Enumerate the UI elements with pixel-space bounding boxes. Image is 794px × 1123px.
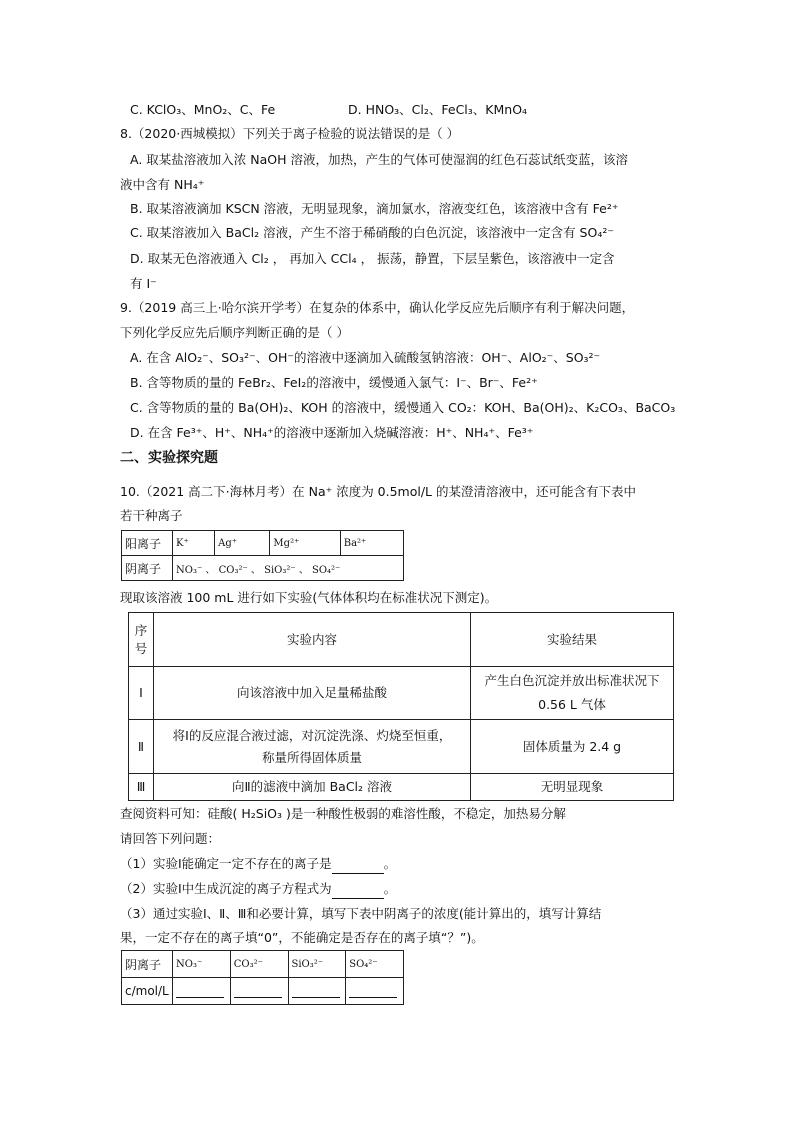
q10-intro: 现取该溶液 100 mL 进行如下实验(气体体积均在标准状况下测定)。 (120, 590, 498, 605)
conc-ion: SO₄²⁻ (346, 951, 404, 978)
q10-sub1 (120, 855, 396, 874)
anion-list: NO₃⁻ 、 CO₃²⁻ 、 SiO₃²⁻ 、 SO₄²⁻ (173, 556, 404, 581)
conc-label: 阴离子 (122, 951, 173, 978)
q10-stem-line2: 若干种离子 (120, 508, 183, 523)
q9-option-c: C. 含等物质的量的 Ba(OH)₂、KOH 的溶液中，缓慢通入 CO₂：KOH、Ba(OH)₂、K₂CO₃、BaCO₃ (130, 400, 676, 415)
answer-blank[interactable] (332, 855, 384, 874)
q8-option-a-line1: A. 取某盐溶液加入浓 NaOH 溶液，加热，产生的气体可使湿润的红色石蕊试纸变蓝，该溶 (130, 152, 628, 167)
cation-cell: K⁺ (173, 531, 215, 556)
conc-value-row (122, 978, 404, 1005)
q10-info: 查阅资料可知：硅酸( H₂SiO₃ )是一种酸性极弱的难溶性酸，不稳定，加热易分解 (120, 806, 566, 821)
conc-ion: SiO₃²⁻ (288, 951, 346, 978)
anion-label: 阴离子 (122, 556, 173, 581)
exp-no: Ⅱ (129, 720, 154, 774)
concentration-table (121, 950, 404, 1005)
cation-cell: Ag⁺ (215, 531, 270, 556)
exp-content: 将Ⅰ的反应混合液过滤，对沉淀洗涤、灼烧至恒重， 称量所得固体质量 (154, 720, 471, 774)
cation-cell: Ba²⁺ (340, 531, 403, 556)
q8-option-b: B. 取某溶液滴加 KSCN 溶液，无明显现象，滴加氯水，溶液变红色，该溶液中含有 Fe²⁺ (130, 201, 619, 216)
conc-answer-cell[interactable] (346, 978, 404, 1005)
sub2-text: （2）实验Ⅰ中生成沉淀的离子方程式为 (120, 881, 332, 896)
sub1-text: （1）实验Ⅰ能确定一定不存在的离子是 (120, 856, 332, 871)
option-c-line: C. KClO₃、MnO₂、C、Fe (130, 102, 276, 117)
sub1-end: 。 (383, 856, 397, 871)
q9-option-a: A. 在含 AlO₂⁻、SO₃²⁻、OH⁻的溶液中逐滴加入硫酸氢钠溶液：OH⁻、AlO₂⁻、SO₃²⁻ (130, 350, 601, 365)
conc-answer-cell[interactable] (288, 978, 346, 1005)
cation-row (122, 531, 404, 556)
conc-ion: NO₃⁻ (173, 951, 231, 978)
anion-row (122, 556, 404, 581)
conc-header-row (122, 951, 404, 978)
exp-row (129, 720, 674, 774)
cation-label: 阳离子 (122, 531, 173, 556)
cation-cell: Mg²⁺ (270, 531, 340, 556)
q10-sub2 (120, 880, 396, 899)
q10-sub3-line2: 果，一定不存在的离子填“0”，不能确定是否存在的离子填“？”)。 (120, 930, 484, 945)
conc-row-label: c/mol/L (122, 978, 173, 1005)
q8-option-d-line2: 有 I⁻ (130, 276, 157, 291)
q10-sub3-line1: （3）通过实验Ⅰ、Ⅱ、Ⅲ和必要计算，填写下表中阴离子的浓度(能计算出的，填写计算结 (120, 906, 602, 921)
experiment-table (128, 612, 674, 801)
sub2-end: 。 (383, 881, 397, 896)
exp-result: 产生白色沉淀并放出标准状况下 0.56 L 气体 (471, 667, 674, 720)
exp-header-result: 实验结果 (471, 613, 674, 667)
conc-answer-cell[interactable] (230, 978, 288, 1005)
q10-prompt: 请回答下列问题： (120, 831, 221, 846)
q10-stem-line1: 10.（2021 高二下·海林月考）在 Na⁺ 浓度为 0.5mol/L 的某澄清溶液中，还可能含有下表中 (120, 484, 636, 499)
section-heading: 二、实验探究题 (120, 450, 218, 466)
exp-content: 向该溶液中加入足量稀盐酸 (154, 667, 471, 720)
q8-option-a-line2: 液中含有 NH₄⁺ (120, 177, 205, 192)
exp-result: 固体质量为 2.4 g (471, 720, 674, 774)
exp-header-content: 实验内容 (154, 613, 471, 667)
exp-row (129, 774, 674, 801)
exp-content: 向Ⅱ的滤液中滴加 BaCl₂ 溶液 (154, 774, 471, 801)
q9-stem-line1: 9.（2019 高三上·哈尔滨开学考）在复杂的体系中，确认化学反应先后顺序有利于解决问题， (120, 300, 635, 315)
exp-header-no: 序 号 (129, 613, 154, 667)
q8-stem: 8.（2020·西城模拟）下列关于离子检验的说法错误的是（ ） (120, 126, 460, 141)
exp-no: Ⅰ (129, 667, 154, 720)
q8-option-c: C. 取某溶液加入 BaCl₂ 溶液，产生不溶于稀硝酸的白色沉淀，该溶液中一定含有 SO₄²⁻ (130, 225, 614, 240)
exp-result: 无明显现象 (471, 774, 674, 801)
exp-no: Ⅲ (129, 774, 154, 801)
answer-blank[interactable] (332, 880, 384, 899)
option-d-line: D. HNO₃、Cl₂、FeCl₃、KMnO₄ (348, 102, 528, 117)
q9-option-b: B. 含等物质的量的 FeBr₂、FeI₂的溶液中，缓慢通入氯气：I⁻、Br⁻、Fe²⁺ (130, 375, 538, 390)
ion-table (121, 530, 404, 581)
conc-answer-cell[interactable] (173, 978, 231, 1005)
q9-option-d: D. 在含 Fe³⁺、H⁺、NH₄⁺的溶液中逐渐加入烧碱溶液：H⁺、NH₄⁺、Fe³⁺ (130, 425, 534, 440)
q9-stem-line2: 下列化学反应先后顺序判断正确的是（ ） (120, 325, 349, 340)
exp-row (129, 667, 674, 720)
exp-header-row (129, 613, 674, 667)
q8-option-d-line1: D. 取某无色溶液通入 Cl₂ ， 再加入 CCl₄ ， 振荡，静置，下层呈紫色，该溶液中一定含 (130, 251, 615, 266)
conc-ion: CO₃²⁻ (230, 951, 288, 978)
